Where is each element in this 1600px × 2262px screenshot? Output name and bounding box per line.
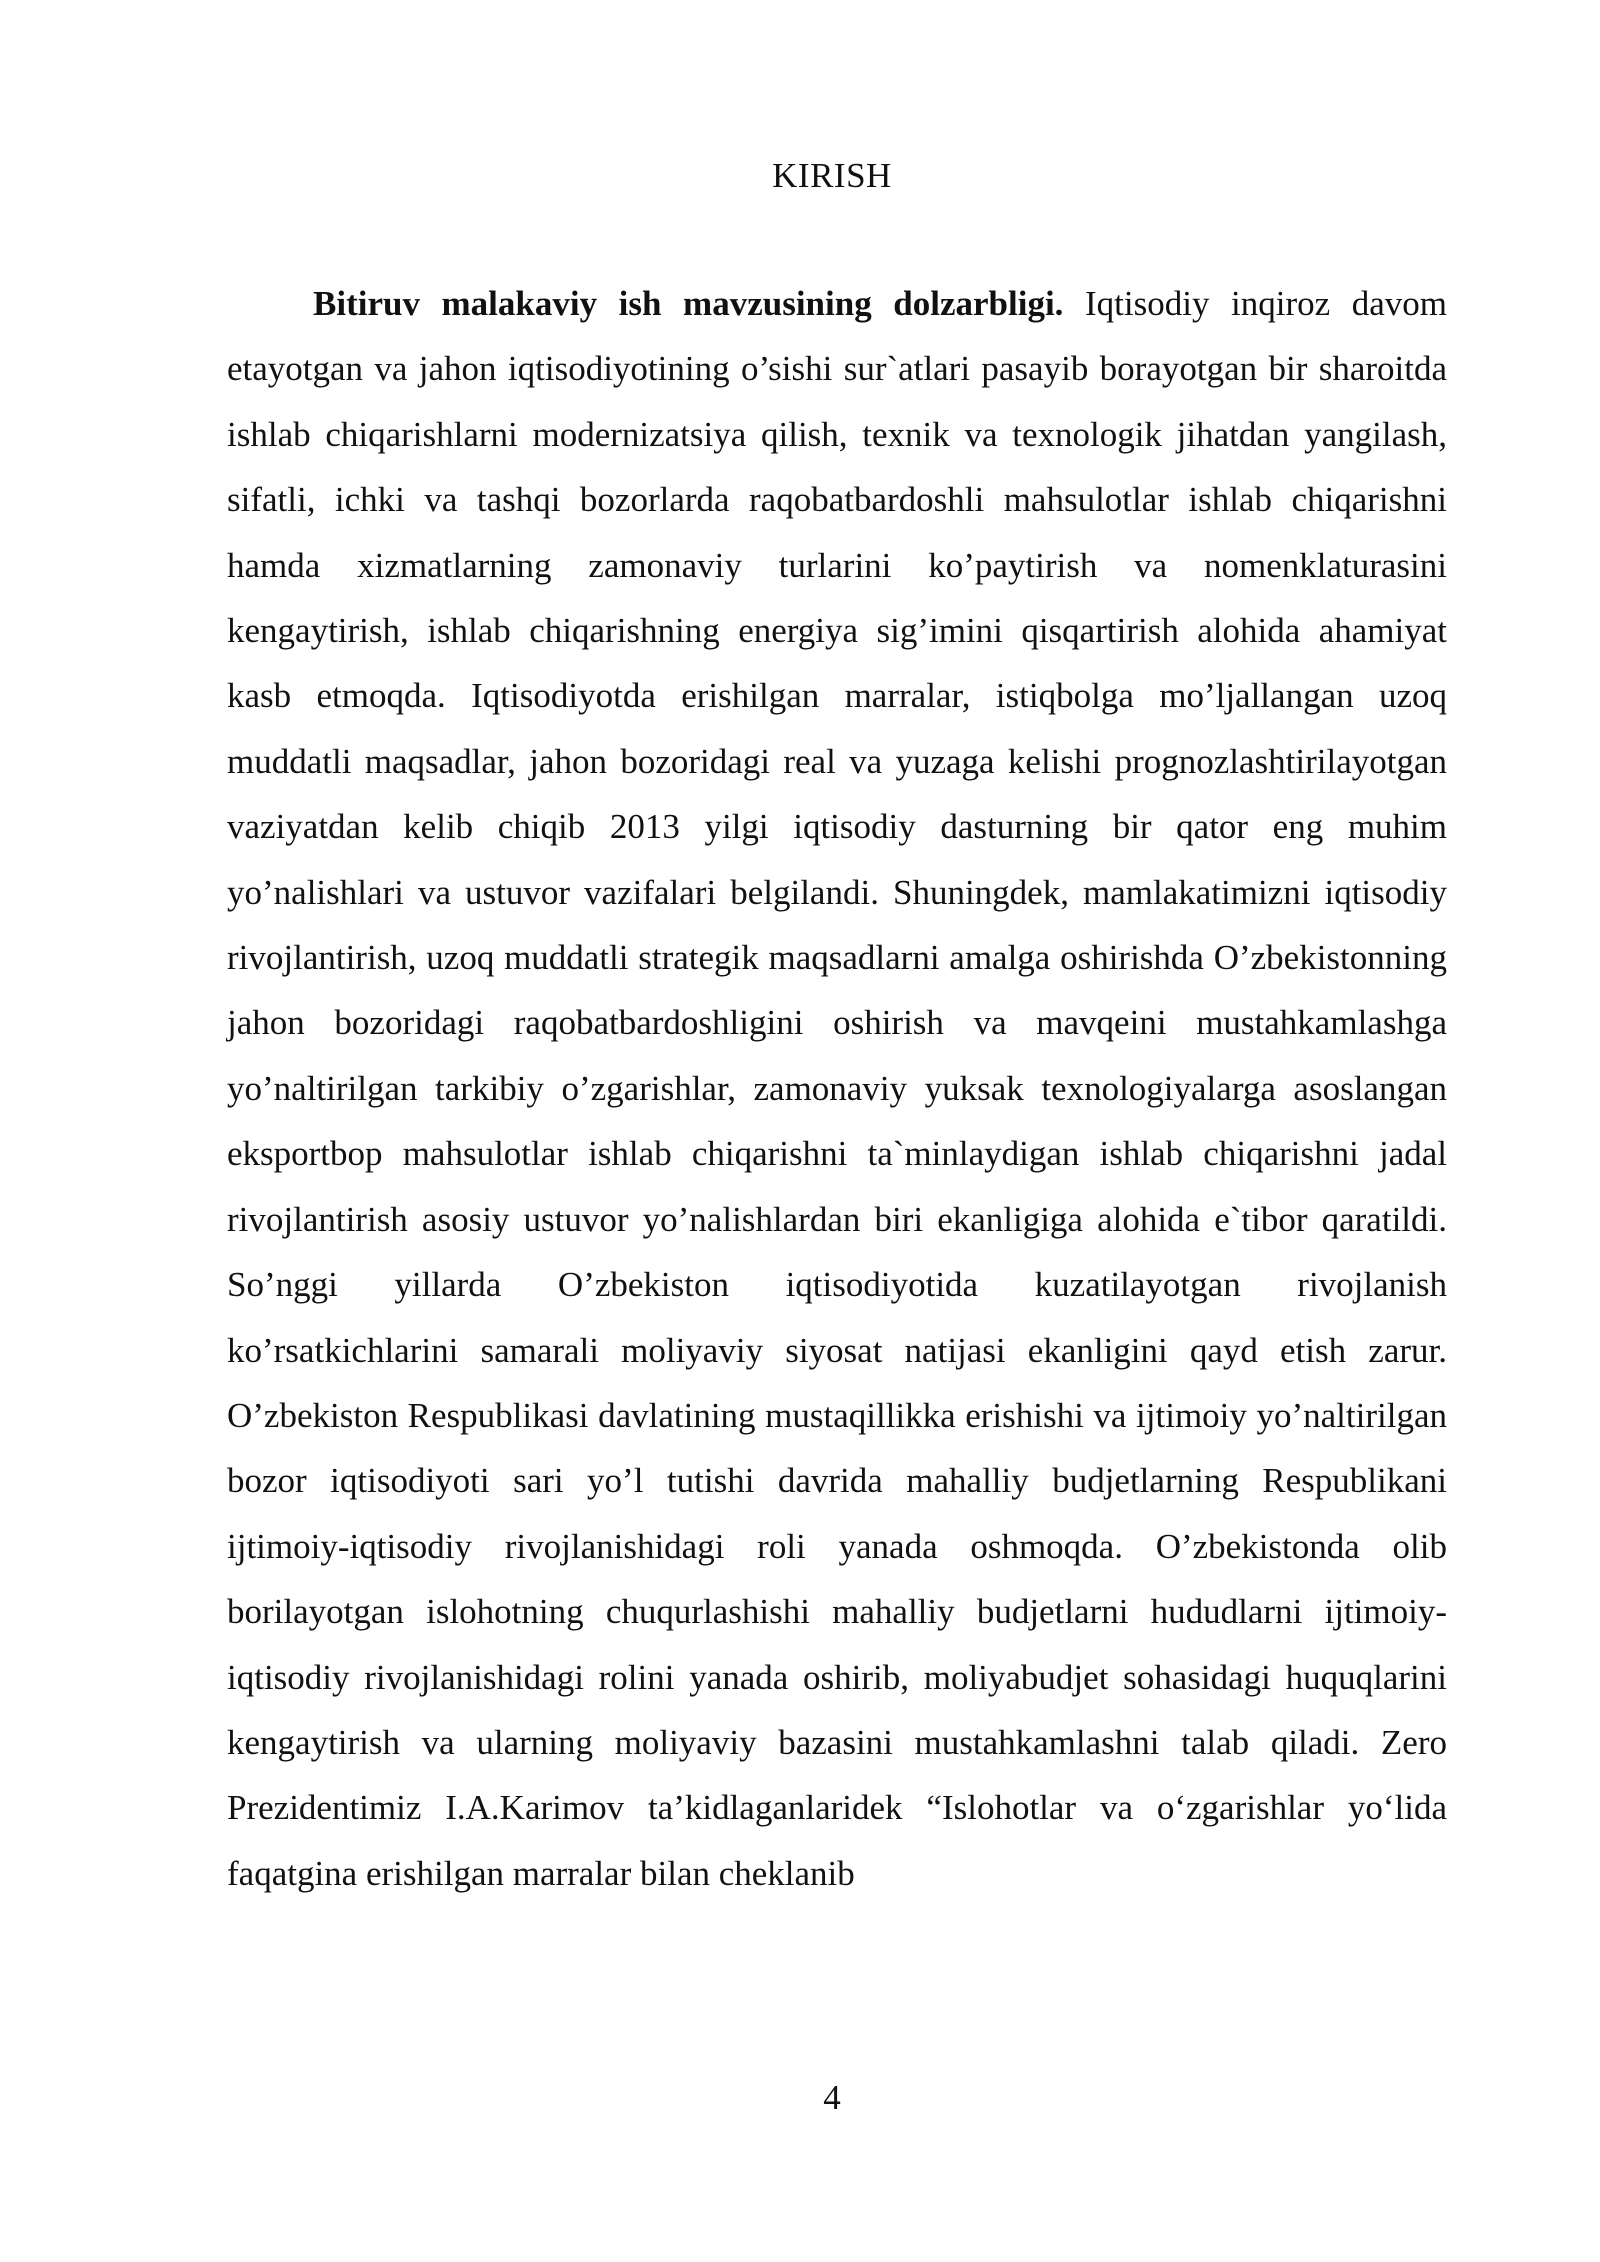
body-paragraph [227, 271, 1447, 1906]
section-heading: KIRISH [772, 156, 892, 195]
paragraph-lead: Bitiruv malakaviy ish mavzusining dolzarbligi. [313, 284, 1064, 323]
page-number: 4 [823, 2078, 841, 2117]
paragraph-text: Iqtisodiy inqiroz davom etayotgan va jahon iqtisodiyotining o’sishi sur`atlari pasayib borayotgan bir sharoitda ishlab chiqarishlarni modernizatsiya qilish, texnik va texnologik jihatdan yangilash, sifatli, ichki va tashqi bozorlarda raqobatbardoshli mahsulotlar ishlab chiqarishni hamda xizmatlarning zamonaviy turlarini ko’paytirish va nomenklaturasini kengaytirish, ishlab chiqarishning energiya sig’imini qisqartirish alohida ahamiyat kasb etmoqda. Iqtisodiyotda erishilgan marralar, istiqbolga mo’ljallangan uzoq muddatli maqsadlar, jahon bozoridagi real va yuzaga kelishi prognozlashtirilayotgan vaziyatdan kelib chiqib 2013 yilgi iqtisodiy dasturning bir qator eng muhim yo’nalishlari va ustuvor vazifalari belgilandi. Shuningdek, mamlakatimizni iqtisodiy rivojlantirish, uzoq muddatli strategik maqsadlarni amalga oshirishda O’zbekistonning jahon bozoridagi raqobatbardoshligini oshirish va mavqeini mustahkamlashga yo’naltirilgan tarkibiy o’zgarishlar, zamonaviy yuksak texnologiyalarga asoslangan eksportbop mahsulotlar ishlab chiqarishni ta`minlaydigan ishlab chiqarishni jadal rivojlantirish asosiy ustuvor yo’nalishlardan biri ekanligiga alohida e`tibor qaratildi. So’nggi yillarda O’zbekiston iqtisodiyotida kuzatilayotgan rivojlanish ko’rsatkichlarini samarali moliyaviy siyosat natijasi ekanligini qayd etish zarur. O’zbekiston Respublikasi davlatining mustaqillikka erishishi va ijtimoiy yo’naltirilgan bozor iqtisodiyoti sari yo’l tutishi davrida mahalliy budjetlarning Respublikani ijtimoiy-iqtisodiy rivojlanishidagi roli yanada oshmoqda. O’zbekistonda olib borilayotgan islohotning chuqurlashishi mahalliy budjetlarni hududlarni ijtimoiy-iqtisodiy rivojlanishidagi rolini yanada oshirib, moliyabudjet sohasidagi huquqlarini kengaytirish va ularning moliyaviy bazasini mustahkamlashni talab qiladi. Zero Prezidentimiz I.A.Karimov ta’kidlaganlaridek “Islohotlar va o‘zgarishlar yo‘lida faqatgina erishilgan marralar bilan cheklanib [227, 284, 1447, 1893]
